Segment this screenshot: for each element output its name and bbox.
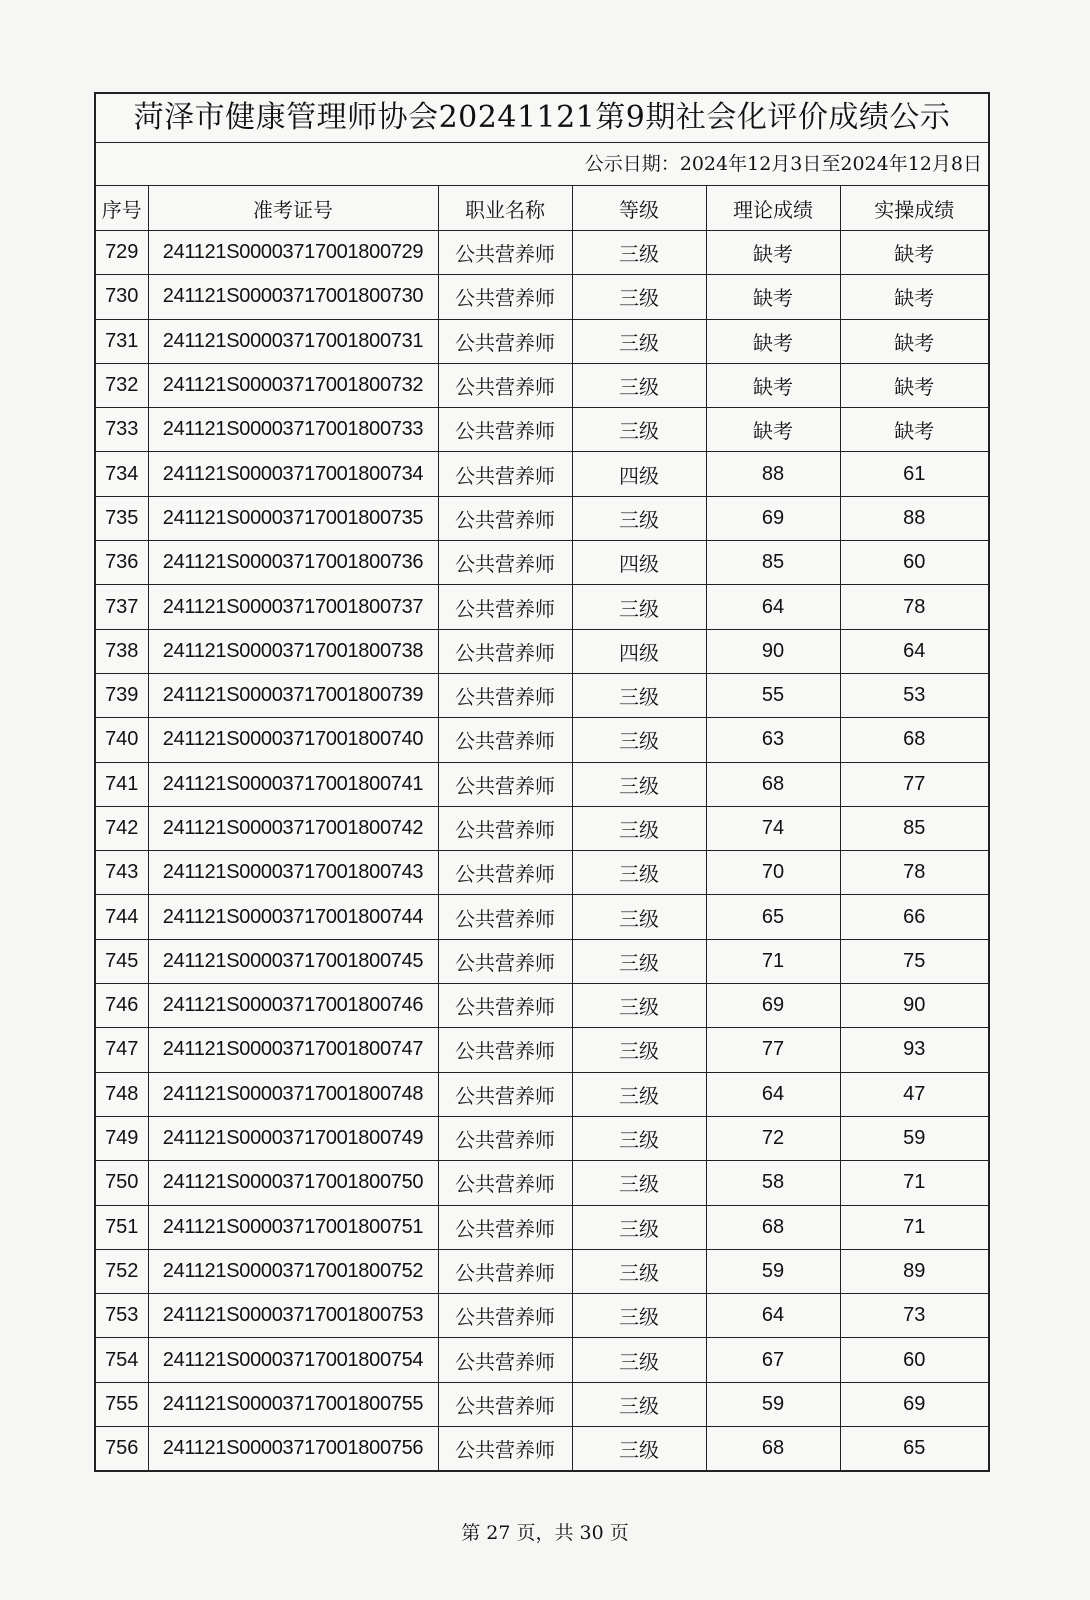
table-row	[96, 1427, 988, 1471]
table-row	[96, 1382, 988, 1426]
row-ticket-no: 241121S00003717001800747	[148, 1028, 438, 1072]
page-footer: 第 27 页，共 30 页	[461, 1522, 629, 1544]
row-theory-score: 72	[706, 1116, 840, 1160]
row-practical-score: 65	[840, 1427, 988, 1471]
row-theory-score: 65	[706, 895, 840, 939]
row-ticket-no: 241121S00003717001800737	[148, 585, 438, 629]
row-practical-score: 59	[840, 1116, 988, 1160]
row-theory-score: 63	[706, 718, 840, 762]
row-occupation: 公共营养师	[438, 231, 572, 275]
row-level: 三级	[572, 984, 706, 1028]
row-practical-score: 60	[840, 1338, 988, 1382]
header-seq: 序号	[96, 186, 148, 231]
row-seq: 741	[96, 762, 148, 806]
row-practical-score: 75	[840, 939, 988, 983]
row-occupation: 公共营养师	[438, 718, 572, 762]
row-occupation: 公共营养师	[438, 629, 572, 673]
row-ticket-no: 241121S00003717001800738	[148, 629, 438, 673]
row-level: 三级	[572, 718, 706, 762]
row-ticket-no: 241121S00003717001800743	[148, 851, 438, 895]
row-practical-score: 93	[840, 1028, 988, 1072]
row-level: 三级	[572, 1028, 706, 1072]
row-seq: 751	[96, 1205, 148, 1249]
row-practical-score: 73	[840, 1294, 988, 1338]
row-level: 三级	[572, 673, 706, 717]
row-practical-score: 89	[840, 1249, 988, 1293]
row-occupation: 公共营养师	[438, 319, 572, 363]
row-level: 四级	[572, 541, 706, 585]
table-row	[96, 718, 988, 762]
row-seq: 729	[96, 231, 148, 275]
row-ticket-no: 241121S00003717001800731	[148, 319, 438, 363]
row-level: 四级	[572, 629, 706, 673]
row-practical-score: 缺考	[840, 275, 988, 319]
row-ticket-no: 241121S00003717001800753	[148, 1294, 438, 1338]
table-row	[96, 629, 988, 673]
table-row	[96, 231, 988, 275]
table-row	[96, 1294, 988, 1338]
row-seq: 744	[96, 895, 148, 939]
row-practical-score: 60	[840, 541, 988, 585]
row-ticket-no: 241121S00003717001800741	[148, 762, 438, 806]
row-theory-score: 69	[706, 984, 840, 1028]
row-occupation: 公共营养师	[438, 673, 572, 717]
row-seq: 749	[96, 1116, 148, 1160]
page-title: 菏泽市健康管理师协会20241121第9期社会化评价成绩公示	[96, 94, 988, 143]
row-ticket-no: 241121S00003717001800751	[148, 1205, 438, 1249]
table-row	[96, 1205, 988, 1249]
row-theory-score: 77	[706, 1028, 840, 1072]
table-row	[96, 673, 988, 717]
row-theory-score: 59	[706, 1249, 840, 1293]
row-practical-score: 61	[840, 452, 988, 496]
row-seq: 735	[96, 496, 148, 540]
row-practical-score: 缺考	[840, 408, 988, 452]
table-row	[96, 1249, 988, 1293]
row-seq: 732	[96, 363, 148, 407]
row-seq: 740	[96, 718, 148, 762]
row-seq: 756	[96, 1427, 148, 1471]
row-theory-score: 68	[706, 1205, 840, 1249]
header-ticket-no: 准考证号	[148, 186, 438, 231]
row-ticket-no: 241121S00003717001800735	[148, 496, 438, 540]
row-practical-score: 53	[840, 673, 988, 717]
row-seq: 752	[96, 1249, 148, 1293]
row-seq: 747	[96, 1028, 148, 1072]
row-theory-score: 67	[706, 1338, 840, 1382]
row-theory-score: 88	[706, 452, 840, 496]
row-practical-score: 缺考	[840, 231, 988, 275]
row-ticket-no: 241121S00003717001800734	[148, 452, 438, 496]
table-row	[96, 939, 988, 983]
table-row	[96, 496, 988, 540]
row-level: 三级	[572, 762, 706, 806]
table-row	[96, 1028, 988, 1072]
row-practical-score: 85	[840, 806, 988, 850]
row-level: 三级	[572, 408, 706, 452]
row-occupation: 公共营养师	[438, 762, 572, 806]
row-level: 三级	[572, 1161, 706, 1205]
row-theory-score: 64	[706, 585, 840, 629]
row-theory-score: 69	[706, 496, 840, 540]
table-row	[96, 762, 988, 806]
row-ticket-no: 241121S00003717001800740	[148, 718, 438, 762]
row-level: 三级	[572, 1249, 706, 1293]
row-theory-score: 缺考	[706, 275, 840, 319]
row-level: 三级	[572, 806, 706, 850]
row-practical-score: 64	[840, 629, 988, 673]
row-seq: 742	[96, 806, 148, 850]
row-seq: 743	[96, 851, 148, 895]
table-row	[96, 1072, 988, 1116]
row-seq: 753	[96, 1294, 148, 1338]
row-ticket-no: 241121S00003717001800750	[148, 1161, 438, 1205]
row-occupation: 公共营养师	[438, 1249, 572, 1293]
row-occupation: 公共营养师	[438, 851, 572, 895]
row-occupation: 公共营养师	[438, 1382, 572, 1426]
row-practical-score: 47	[840, 1072, 988, 1116]
row-theory-score: 85	[706, 541, 840, 585]
row-occupation: 公共营养师	[438, 408, 572, 452]
table-row	[96, 806, 988, 850]
row-practical-score: 缺考	[840, 363, 988, 407]
row-seq: 737	[96, 585, 148, 629]
row-ticket-no: 241121S00003717001800749	[148, 1116, 438, 1160]
row-level: 三级	[572, 1205, 706, 1249]
row-level: 三级	[572, 1294, 706, 1338]
row-seq: 734	[96, 452, 148, 496]
row-practical-score: 78	[840, 585, 988, 629]
row-ticket-no: 241121S00003717001800733	[148, 408, 438, 452]
row-practical-score: 71	[840, 1205, 988, 1249]
row-ticket-no: 241121S00003717001800756	[148, 1427, 438, 1471]
row-occupation: 公共营养师	[438, 1072, 572, 1116]
row-seq: 755	[96, 1382, 148, 1426]
row-seq: 736	[96, 541, 148, 585]
row-occupation: 公共营养师	[438, 806, 572, 850]
row-theory-score: 64	[706, 1294, 840, 1338]
row-ticket-no: 241121S00003717001800739	[148, 673, 438, 717]
row-theory-score: 59	[706, 1382, 840, 1426]
row-seq: 733	[96, 408, 148, 452]
row-occupation: 公共营养师	[438, 895, 572, 939]
row-level: 三级	[572, 895, 706, 939]
table-row	[96, 585, 988, 629]
row-occupation: 公共营养师	[438, 984, 572, 1028]
row-level: 三级	[572, 496, 706, 540]
row-ticket-no: 241121S00003717001800729	[148, 231, 438, 275]
row-seq: 754	[96, 1338, 148, 1382]
table-row	[96, 363, 988, 407]
row-seq: 750	[96, 1161, 148, 1205]
publish-date: 公示日期：2024年12月3日至2024年12月8日	[96, 143, 988, 186]
row-theory-score: 缺考	[706, 231, 840, 275]
header-occupation: 职业名称	[438, 186, 572, 231]
row-ticket-no: 241121S00003717001800755	[148, 1382, 438, 1426]
header-practical-score: 实操成绩	[840, 186, 988, 231]
row-level: 三级	[572, 1072, 706, 1116]
row-theory-score: 55	[706, 673, 840, 717]
row-seq: 745	[96, 939, 148, 983]
row-theory-score: 70	[706, 851, 840, 895]
row-theory-score: 缺考	[706, 408, 840, 452]
row-theory-score: 缺考	[706, 363, 840, 407]
row-ticket-no: 241121S00003717001800752	[148, 1249, 438, 1293]
row-practical-score: 68	[840, 718, 988, 762]
table-header-row	[96, 186, 988, 231]
row-ticket-no: 241121S00003717001800744	[148, 895, 438, 939]
table-row	[96, 1338, 988, 1382]
row-practical-score: 66	[840, 895, 988, 939]
row-ticket-no: 241121S00003717001800745	[148, 939, 438, 983]
table-row	[96, 319, 988, 363]
row-level: 三级	[572, 1116, 706, 1160]
row-ticket-no: 241121S00003717001800732	[148, 363, 438, 407]
row-theory-score: 58	[706, 1161, 840, 1205]
row-level: 三级	[572, 363, 706, 407]
row-theory-score: 90	[706, 629, 840, 673]
table-row	[96, 541, 988, 585]
table-row	[96, 895, 988, 939]
row-level: 三级	[572, 1338, 706, 1382]
row-seq: 748	[96, 1072, 148, 1116]
table-row	[96, 452, 988, 496]
row-level: 三级	[572, 231, 706, 275]
row-seq: 746	[96, 984, 148, 1028]
row-practical-score: 69	[840, 1382, 988, 1426]
row-occupation: 公共营养师	[438, 1028, 572, 1072]
row-level: 三级	[572, 275, 706, 319]
row-occupation: 公共营养师	[438, 452, 572, 496]
row-occupation: 公共营养师	[438, 1294, 572, 1338]
table-row	[96, 275, 988, 319]
table-row	[96, 984, 988, 1028]
row-theory-score: 74	[706, 806, 840, 850]
row-seq: 730	[96, 275, 148, 319]
row-theory-score: 64	[706, 1072, 840, 1116]
results-sheet	[94, 92, 990, 1472]
row-ticket-no: 241121S00003717001800736	[148, 541, 438, 585]
row-practical-score: 缺考	[840, 319, 988, 363]
table-row	[96, 408, 988, 452]
row-occupation: 公共营养师	[438, 1427, 572, 1471]
table-row	[96, 1116, 988, 1160]
row-practical-score: 88	[840, 496, 988, 540]
row-level: 三级	[572, 585, 706, 629]
row-seq: 738	[96, 629, 148, 673]
row-occupation: 公共营养师	[438, 363, 572, 407]
row-ticket-no: 241121S00003717001800730	[148, 275, 438, 319]
table-row	[96, 851, 988, 895]
row-occupation: 公共营养师	[438, 1116, 572, 1160]
row-theory-score: 71	[706, 939, 840, 983]
row-level: 三级	[572, 851, 706, 895]
row-theory-score: 68	[706, 1427, 840, 1471]
row-practical-score: 78	[840, 851, 988, 895]
row-seq: 731	[96, 319, 148, 363]
row-level: 三级	[572, 319, 706, 363]
header-level: 等级	[572, 186, 706, 231]
row-level: 三级	[572, 1427, 706, 1471]
row-ticket-no: 241121S00003717001800746	[148, 984, 438, 1028]
row-practical-score: 77	[840, 762, 988, 806]
row-practical-score: 90	[840, 984, 988, 1028]
row-seq: 739	[96, 673, 148, 717]
row-occupation: 公共营养师	[438, 541, 572, 585]
row-ticket-no: 241121S00003717001800742	[148, 806, 438, 850]
row-ticket-no: 241121S00003717001800748	[148, 1072, 438, 1116]
row-ticket-no: 241121S00003717001800754	[148, 1338, 438, 1382]
row-occupation: 公共营养师	[438, 1338, 572, 1382]
row-level: 四级	[572, 452, 706, 496]
header-theory-score: 理论成绩	[706, 186, 840, 231]
row-occupation: 公共营养师	[438, 275, 572, 319]
row-level: 三级	[572, 1382, 706, 1426]
row-theory-score: 68	[706, 762, 840, 806]
row-occupation: 公共营养师	[438, 585, 572, 629]
row-occupation: 公共营养师	[438, 496, 572, 540]
table-row	[96, 1161, 988, 1205]
row-level: 三级	[572, 939, 706, 983]
row-theory-score: 缺考	[706, 319, 840, 363]
row-occupation: 公共营养师	[438, 939, 572, 983]
row-occupation: 公共营养师	[438, 1161, 572, 1205]
results-table	[96, 186, 988, 1470]
row-occupation: 公共营养师	[438, 1205, 572, 1249]
row-practical-score: 71	[840, 1161, 988, 1205]
